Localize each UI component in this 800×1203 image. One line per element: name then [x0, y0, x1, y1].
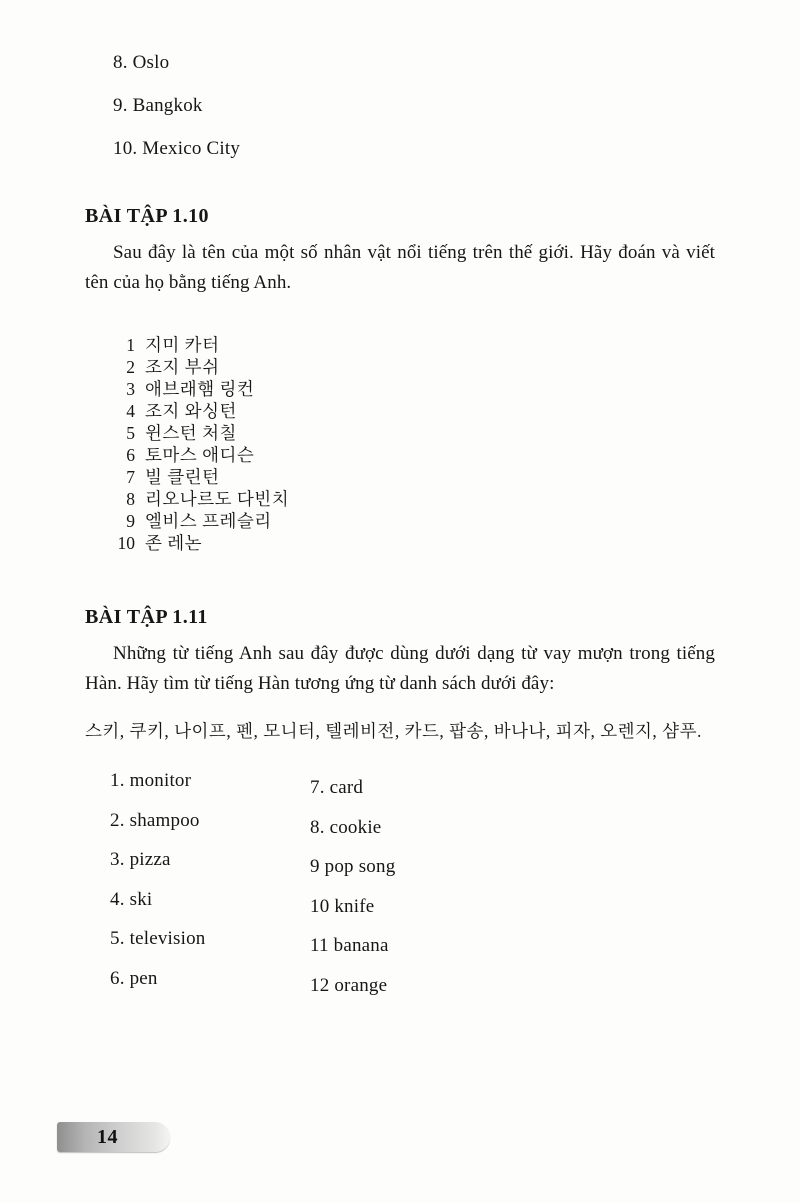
list-item: 9. Bangkok [113, 95, 203, 116]
item-text: 엘비스 프레슬리 [145, 511, 272, 531]
list-item: 5. television [110, 928, 206, 949]
list-item: 10 knife [310, 895, 375, 917]
list-item [113, 444, 715, 466]
exercise-111-instructions: Những từ tiếng Anh sau đây được dùng dưới dạng từ vay mượn trong tiếng Hàn. Hãy tìm từ tiếng Hàn tương ứng từ danh sách dưới đây: [85, 643, 715, 694]
list-item [113, 422, 715, 444]
list-item: 6. pen [110, 967, 158, 989]
answer-columns [85, 770, 715, 1014]
list-item: 8. Oslo [113, 52, 170, 73]
item-number: 2 [126, 357, 135, 377]
list-item: 9 pop song [310, 856, 396, 877]
item-text: 애브래햄 링컨 [145, 379, 255, 399]
item-number: 10 [117, 533, 135, 553]
city-list-continuation [113, 52, 715, 159]
item-number: 5 [126, 423, 135, 443]
item-number: 3 [126, 379, 135, 399]
list-item [113, 334, 715, 356]
korean-names-list [113, 334, 715, 554]
answer-column-left [110, 770, 310, 1014]
list-item [113, 378, 715, 400]
list-item: 2. shampoo [110, 809, 200, 831]
item-text: 리오나르도 다빈치 [145, 489, 290, 509]
exercise-111-title: BÀI TẬP 1.11 [85, 606, 208, 628]
list-item: 4. ski [110, 888, 153, 910]
item-text: 빌 클린턴 [145, 467, 220, 487]
item-number: 7 [126, 467, 135, 487]
list-item [113, 400, 715, 422]
list-item [113, 466, 715, 488]
list-item [113, 532, 715, 554]
list-item: 3. pizza [110, 849, 171, 870]
item-text: 토마스 애디슨 [145, 445, 255, 465]
korean-word-bank: 스키, 쿠키, 나이프, 펜, 모니터, 텔레비전, 카드, 팝송, 바나나, 피자, 오렌지, 샴푸. [85, 721, 702, 741]
list-item [113, 356, 715, 378]
list-item [113, 488, 715, 510]
item-text: 윈스턴 처칠 [145, 423, 237, 443]
list-item: 7. card [310, 777, 364, 798]
item-number: 1 [126, 335, 135, 355]
list-item: 12 orange [310, 974, 388, 996]
list-item: 11 banana [310, 935, 389, 956]
page-number-tab [57, 1122, 170, 1152]
item-text: 존 레논 [145, 533, 203, 553]
item-number: 8 [126, 489, 135, 509]
item-text: 조지 부쉬 [145, 357, 220, 377]
item-text: 조지 와싱턴 [145, 401, 237, 421]
list-item: 1. monitor [110, 770, 192, 791]
exercise-110-instructions: Sau đây là tên của một số nhân vật nổi tiếng trên thế giới. Hãy đoán và viết tên của họ bằng tiếng Anh. [85, 242, 715, 293]
list-item [113, 510, 715, 532]
item-number: 4 [126, 401, 135, 421]
list-item: 8. cookie [310, 816, 382, 838]
page-number: 14 [97, 1125, 118, 1148]
answer-column-right [310, 770, 395, 1014]
list-item: 10. Mexico City [113, 138, 241, 159]
exercise-110-title: BÀI TẬP 1.10 [85, 205, 209, 227]
item-text: 지미 카터 [145, 335, 220, 355]
item-number: 6 [126, 445, 135, 465]
item-number: 9 [126, 511, 135, 531]
